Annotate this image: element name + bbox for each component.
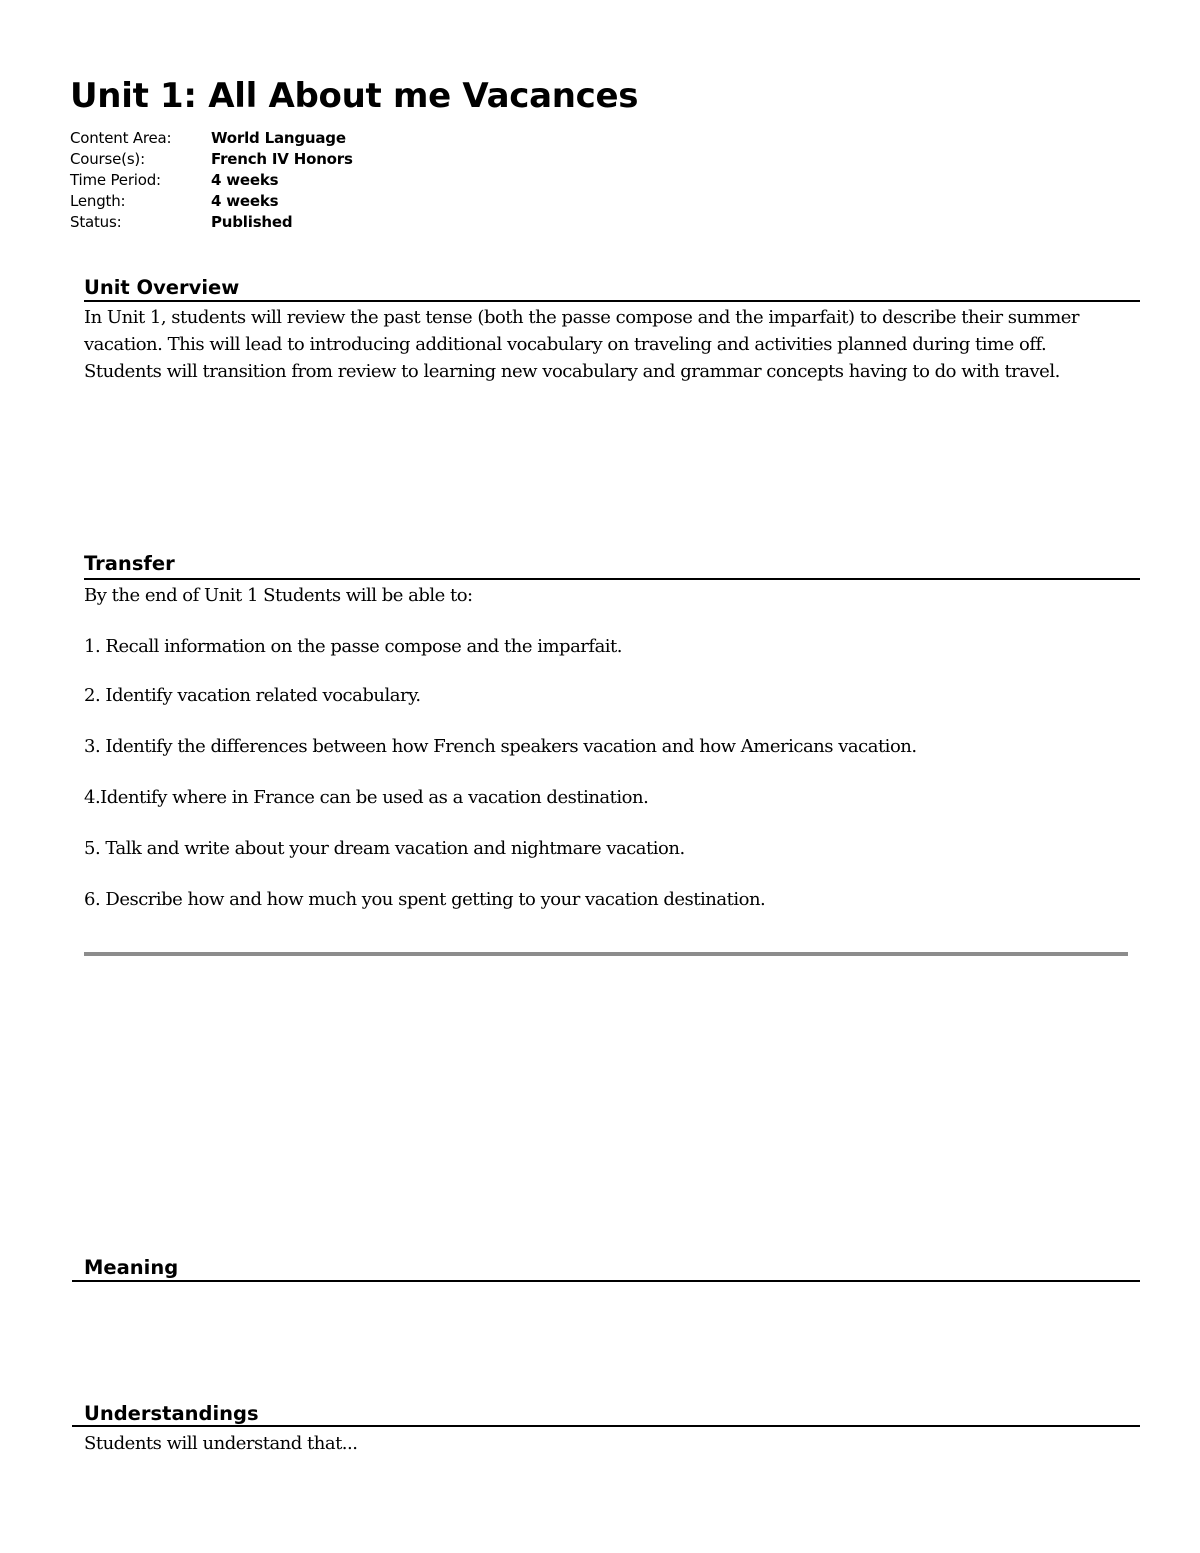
status-value: Published (211, 213, 293, 231)
meta-row-length (70, 191, 353, 212)
section-separator (84, 952, 1128, 956)
length-value: 4 weeks (211, 192, 279, 210)
unit-overview-heading: Unit Overview (84, 276, 240, 299)
time-period-label: Time Period: (70, 171, 161, 189)
meta-row-courses (70, 149, 353, 170)
courses-label: Course(s): (70, 150, 145, 168)
unit-overview-divider (84, 300, 1140, 302)
transfer-item: 4.Identify where in France can be used as a vacation destination. (84, 787, 649, 808)
time-period-value: 4 weeks (211, 171, 279, 189)
understandings-divider (72, 1425, 1140, 1427)
page-title: Unit 1: All About me Vacances (70, 76, 639, 116)
courses-value: French IV Honors (211, 150, 353, 168)
meaning-divider (72, 1280, 1140, 1282)
transfer-divider (84, 578, 1140, 580)
transfer-intro: By the end of Unit 1 Students will be able to: (84, 585, 473, 606)
transfer-heading: Transfer (84, 552, 175, 575)
transfer-item: 5. Talk and write about your dream vacation and nightmare vacation. (84, 838, 685, 859)
meta-row-status (70, 212, 353, 233)
unit-metadata (70, 128, 353, 233)
transfer-item: 6. Describe how and how much you spent getting to your vacation destination. (84, 889, 766, 910)
length-label: Length: (70, 192, 126, 210)
status-label: Status: (70, 213, 122, 231)
meaning-heading: Meaning (84, 1256, 179, 1279)
meta-row-time-period (70, 170, 353, 191)
content-area-label: Content Area: (70, 129, 172, 147)
transfer-item: 2. Identify vacation related vocabulary. (84, 685, 421, 706)
transfer-item: 3. Identify the differences between how French speakers vacation and how Americans vacation. (84, 736, 917, 757)
unit-overview-text: In Unit 1, students will review the past tense (both the passe compose and the imparfait) to describe their summer vacation. This will lead to introducing additional vocabulary on traveling and activities planned during time off. Students will transition from review to learning new vocabulary and grammar concepts having to do with travel. (84, 307, 1080, 382)
meta-row-content-area (70, 128, 353, 149)
understandings-text: Students will understand that... (84, 1433, 358, 1454)
understandings-heading: Understandings (84, 1402, 259, 1425)
transfer-item: 1. Recall information on the passe compose and the imparfait. (84, 636, 623, 657)
content-area-value: World Language (211, 129, 346, 147)
